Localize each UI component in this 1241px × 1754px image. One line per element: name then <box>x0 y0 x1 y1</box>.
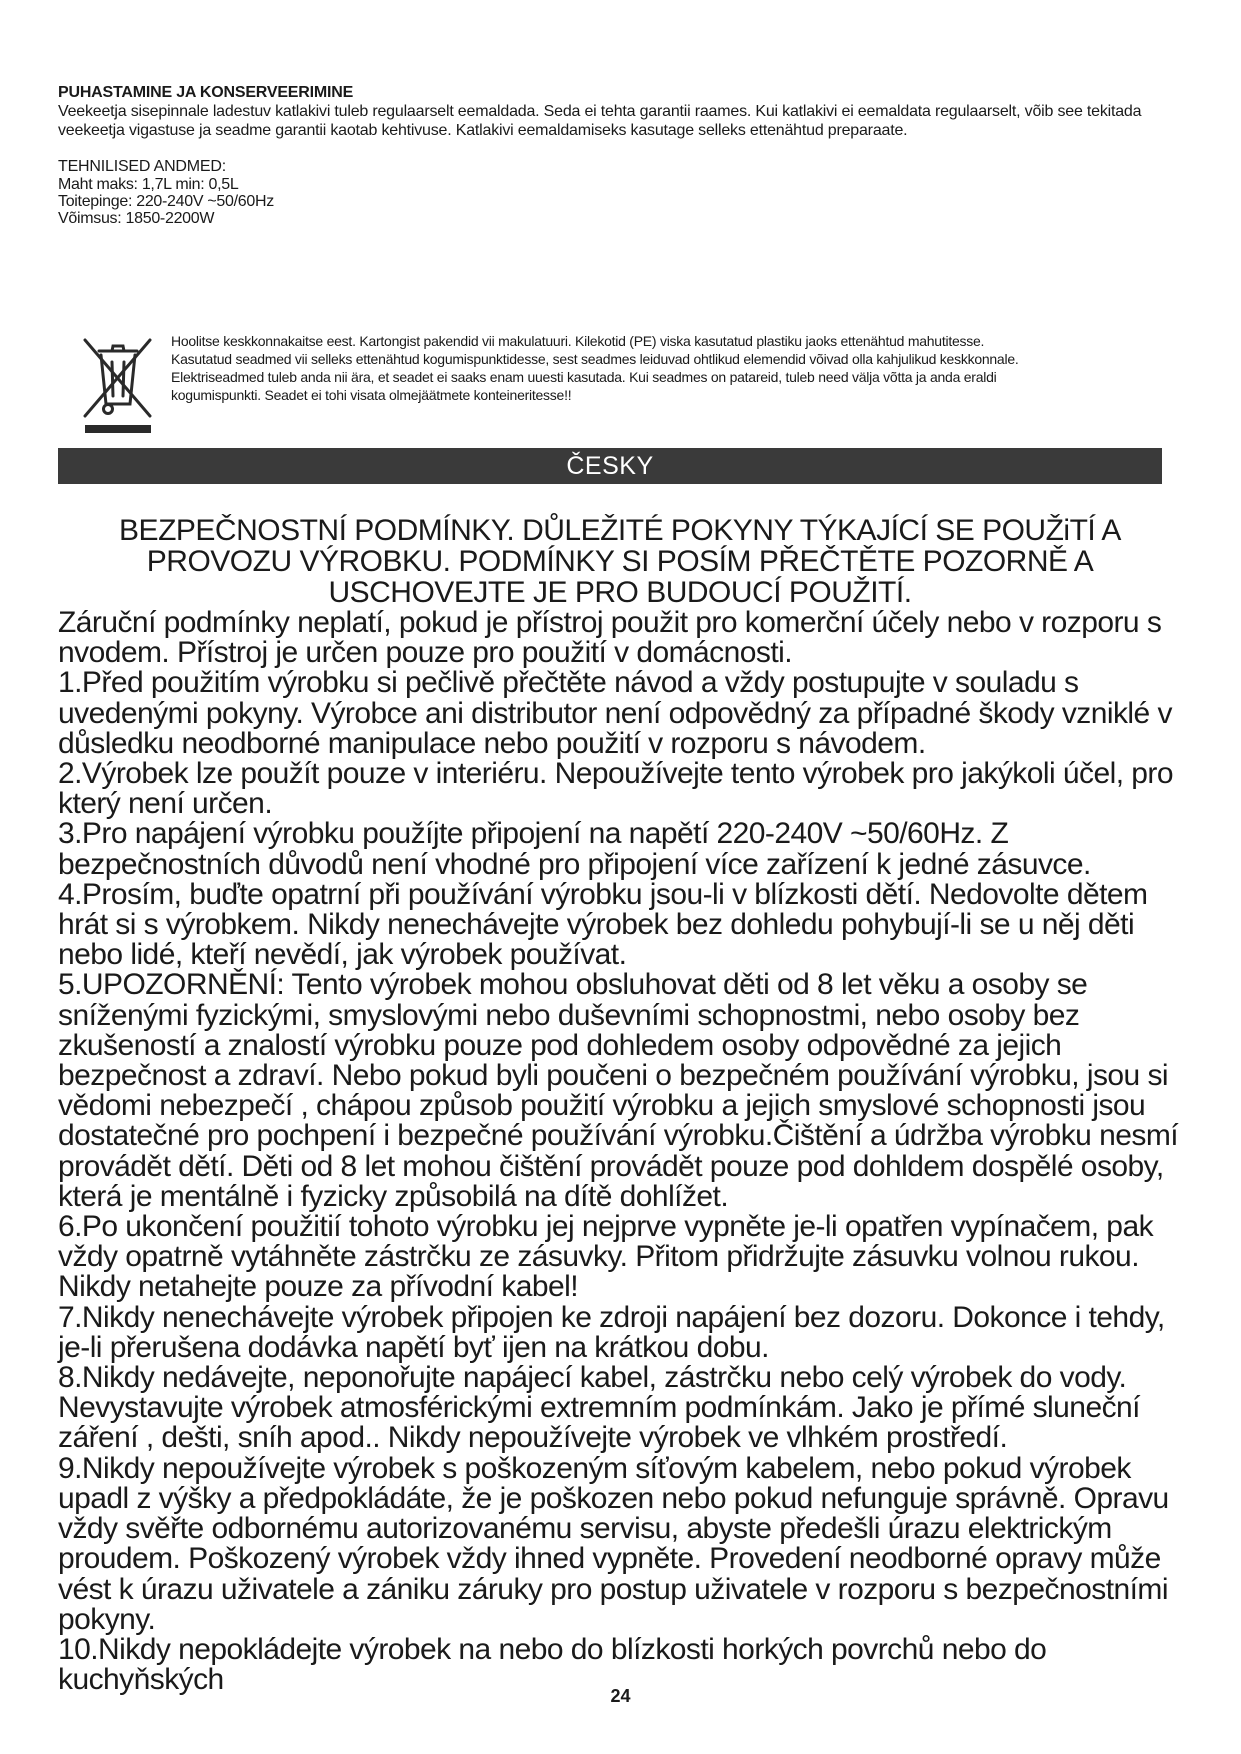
instruction-item: 5.UPOZORNĚNÍ: Tento výrobek mohou obsluhovat děti od 8 let věku a osoby se sníženými fyzickými, smyslovými nebo duševními schopnostmi, nebo osoby bez zkušeností a znalostí výrobku pouze pod dohledem osoby odpovědné za jejich bezpečnost a zdraví. Nebo pokud byli poučeni o bezpečném používání výrobku, jsou si vědomi nebezpečí , chápou způsob použití výrobku a jejich smyslové schopnosti jsou dostatečné pro pochpení i bezpečné používání výrobku.Čištění a údržba výrobku nesmí provádět dětí. Děti od 8 let mohou čištění provádět pouze pod dohldem dospělé osoby, která je mentálně i fyzicky způsobilá na dítě dohlížet. <box>58 968 1179 1213</box>
warranty-paragraph: Záruční podmínky neplatí, pokud je přístroj použit pro komerční účely nebo v rozporu s nvodem. Přístroj je určen pouze pro použití v domácnosti. <box>58 606 1162 670</box>
safety-instructions <box>58 608 1188 1695</box>
disposal-line: kogumispunkti. Seadet ei tohi visata olmejäätmete konteineritesse!! <box>171 387 572 403</box>
instruction-item: 1.Před použitím výrobku si pečlivě přečtěte návod a vždy postupujte v souladu s uvedenými pokyny. Výrobce ani distributor není odpovědný za případné škody vzniklé v důsledku neodborné manipulace nebo použití v rozporu s návodem. <box>58 666 1172 760</box>
page-number: 24 <box>610 1686 631 1706</box>
estonian-section <box>58 84 1178 227</box>
instruction-item: 6.Po ukončení použitií tohoto výrobku jej nejprve vypněte je-li opatřen vypínačem, pak vždy opatrně vytáhněte zástrčku ze zásuvky. Přitom přidržujte zásuvku volnou rukou. Nikdy netahejte pouze za přívodní kabel! <box>58 1210 1154 1304</box>
disposal-line: Kasutatud seadmed vii selleks ettenähtud kogumispunktidesse, sest seadmes leiduvad ohtlikud elemendid võivad olla kahjulikud keskkonnale. <box>171 351 1019 367</box>
instruction-item: 4.Prosím, buďte opatrní při používání výrobku jsou-li v blízkosti dětí. Nedovolte dětem hrát si s výrobkem. Nikdy nenechávejte výrobek bez dohledu pohybují-li se u něj děti nebo lidé, kteří nevědí, jak výrobek používat. <box>58 877 1148 972</box>
instruction-item: 7.Nikdy nenechávejte výrobek připojen ke zdroji napájení bez dozoru. Dokonce i tehdy, je-li přerušena dodávka napětí byť ijen na krátkou dobu. <box>58 1300 1165 1364</box>
instruction-item: 8.Nikdy nedávejte, neponořujte napájecí kabel, zástrčku nebo celý výrobek do vody. Nevystavujte výrobek atmosférickými extremním podmínkám. Jako je přímé sluneční záření , dešti, sníh apod.. Nikdy nepoužívejte výrobek ve vlhkém prostředí. <box>58 1361 1140 1455</box>
crossed-out-wheelie-bin-icon <box>82 336 154 434</box>
tech-capacity: Maht maks: 1,7L min: 0,5L <box>58 176 239 193</box>
cleaning-title: PUHASTAMINE JA KONSERVEERIMINE <box>58 84 354 101</box>
instruction-item: 2.Výrobek lze použít pouze v interiéru. Nepoužívejte tento výrobek pro jakýkoli účel, pro který není určen. <box>58 757 1174 821</box>
disposal-line: Elektriseadmed tuleb anda nii ära, et seadet ei saaks enam uuesti kasutada. Kui seadmes on patareid, tuleb need välja võtta ja anda eraldi <box>171 369 997 385</box>
disposal-notice <box>171 332 1181 404</box>
instruction-item: 3.Pro napájení výrobku použíjte připojení na napětí 220-240V ~50/60Hz. Z bezpečnostních důvodů není vhodné pro připojení více zařízení k jedné zásuvce. <box>58 817 1091 881</box>
tech-voltage: Toitepinge: 220-240V ~50/60Hz <box>58 193 274 210</box>
tech-data-heading: TEHNILISED ANDMED: <box>58 158 226 175</box>
disposal-line: Hoolitse keskkonnakaitse eest. Kartongist pakendid vii makulatuuri. Kilekotid (PE) viska kasutatud plastiku jaoks ettenähtud mahutitesse. <box>171 333 985 349</box>
tech-power: Võimsus: 1850-2200W <box>58 210 215 227</box>
instruction-item: 9.Nikdy nepoužívejte výrobek s poškozeným síťovým kabelem, nebo pokud výrobek upadl z výšky a předpokládáte, že je poškozen nebo pokud nefunguje správně. Opravu vždy svěřte odbornému autorizovanému servisu, abyste předešli úrazu elektrickým proudem. Poškozený výrobek vždy ihned vypněte. Provedení neodborné opravy může vést k úrazu uživatele a zániku záruky pro postup uživatele v rozporu s bezpečnostními pokyny. <box>58 1451 1169 1636</box>
cleaning-paragraph: Veekeetja sisepinnale ladestuv katlakivi tuleb regulaarselt eemaldada. Seda ei tehta garantii raames. Kui katlakivi ei eemaldata regulaarselt, võib see tekitada veekeetja vigastuse ja seadme garantii kaotab kehtivuse. Katlakivi eemaldamiseks kasutage selleks ettenähtud preparaate. <box>58 103 1142 139</box>
language-banner: ČESKY <box>58 448 1162 484</box>
instruction-item: 10.Nikdy nepokládejte výrobek na nebo do blízkosti horkých povrchů nebo do kuchyňských <box>58 1632 1047 1697</box>
safety-heading: BEZPEČNOSTNÍ PODMÍNKY. DŮLEŽITÉ POKYNY TÝKAJÍCÍ SE POUŽiTÍ A PROVOZU VÝROBKU. PODMÍNKY SI POSÍM PŘEČTĚTE POZORNĚ A USCHOVEJTE JE PRO BUDOUCÍ POUŽITÍ. <box>119 514 1121 609</box>
